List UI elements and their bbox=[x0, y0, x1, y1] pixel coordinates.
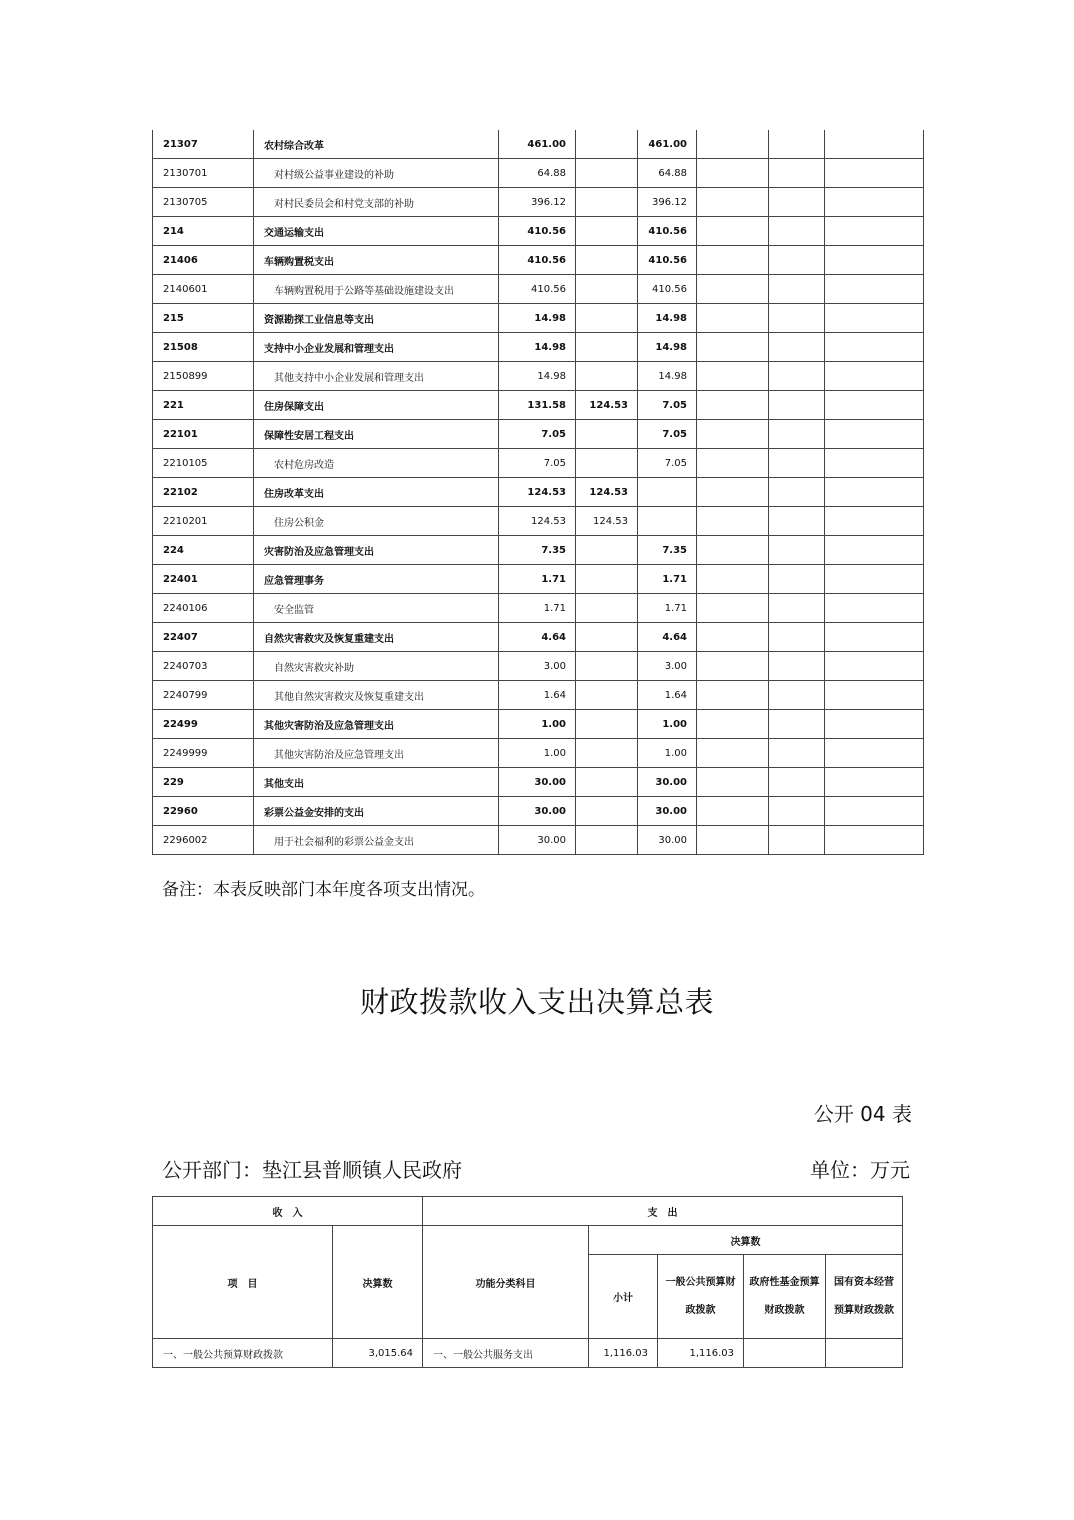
table-row bbox=[153, 130, 924, 159]
blank-cell bbox=[769, 449, 825, 478]
subject-name: 农村危房改造 bbox=[254, 449, 499, 478]
subject-code: 22401 bbox=[153, 565, 254, 594]
blank-cell bbox=[825, 159, 924, 188]
project-expense-value: 1.00 bbox=[638, 710, 697, 739]
blank-cell bbox=[697, 217, 769, 246]
subject-name: 支持中小企业发展和管理支出 bbox=[254, 333, 499, 362]
blank-cell bbox=[825, 333, 924, 362]
blank-cell bbox=[769, 652, 825, 681]
blank-cell bbox=[769, 333, 825, 362]
blank-cell bbox=[825, 391, 924, 420]
subject-name: 其他自然灾害救灾及恢复重建支出 bbox=[254, 681, 499, 710]
total-value: 7.05 bbox=[499, 449, 576, 478]
department-label: 公开部门：垫江县普顺镇人民政府 bbox=[162, 1158, 462, 1182]
blank-cell bbox=[697, 391, 769, 420]
subject-code: 2296002 bbox=[153, 826, 254, 855]
blank-cell bbox=[697, 565, 769, 594]
blank-cell bbox=[769, 391, 825, 420]
table-row bbox=[153, 217, 924, 246]
fund-budget-value bbox=[744, 1339, 826, 1368]
basic-expense-value bbox=[576, 565, 638, 594]
basic-expense-value bbox=[576, 420, 638, 449]
subject-name: 自然灾害救灾补助 bbox=[254, 652, 499, 681]
project-expense-value: 1.00 bbox=[638, 739, 697, 768]
basic-expense-value bbox=[576, 797, 638, 826]
basic-expense-value bbox=[576, 739, 638, 768]
subject-code: 21307 bbox=[153, 130, 254, 159]
total-value: 461.00 bbox=[499, 130, 576, 159]
table-row bbox=[153, 536, 924, 565]
table-row bbox=[153, 188, 924, 217]
blank-cell bbox=[825, 304, 924, 333]
subtotal-column-header: 小计 bbox=[589, 1255, 658, 1339]
subject-code: 22407 bbox=[153, 623, 254, 652]
total-value: 131.58 bbox=[499, 391, 576, 420]
subject-code: 2130701 bbox=[153, 159, 254, 188]
blank-cell bbox=[769, 797, 825, 826]
general-budget-value: 1,116.03 bbox=[658, 1339, 744, 1368]
blank-cell bbox=[697, 594, 769, 623]
basic-expense-value bbox=[576, 594, 638, 623]
blank-cell bbox=[825, 217, 924, 246]
subject-code: 2240106 bbox=[153, 594, 254, 623]
subject-name: 保障性安居工程支出 bbox=[254, 420, 499, 449]
subject-code: 215 bbox=[153, 304, 254, 333]
subject-name: 其他灾害防治及应急管理支出 bbox=[254, 739, 499, 768]
blank-cell bbox=[697, 304, 769, 333]
basic-expense-value bbox=[576, 333, 638, 362]
total-value: 4.64 bbox=[499, 623, 576, 652]
subject-code: 22102 bbox=[153, 478, 254, 507]
blank-cell bbox=[825, 362, 924, 391]
total-value: 396.12 bbox=[499, 188, 576, 217]
blank-cell bbox=[825, 536, 924, 565]
table-row bbox=[153, 246, 924, 275]
table-row bbox=[153, 739, 924, 768]
project-expense-value: 3.00 bbox=[638, 652, 697, 681]
basic-expense-value bbox=[576, 536, 638, 565]
basic-expense-value bbox=[576, 217, 638, 246]
blank-cell bbox=[769, 420, 825, 449]
subject-code: 22101 bbox=[153, 420, 254, 449]
general-budget-column-header: 一般公共预算财政拨款 bbox=[658, 1255, 744, 1339]
blank-cell bbox=[769, 739, 825, 768]
unit-label: 单位：万元 bbox=[810, 1158, 910, 1182]
total-value: 410.56 bbox=[499, 246, 576, 275]
project-expense-value: 410.56 bbox=[638, 275, 697, 304]
project-expense-value: 1.64 bbox=[638, 681, 697, 710]
category-column-header: 功能分类科目 bbox=[423, 1226, 589, 1339]
blank-cell bbox=[825, 623, 924, 652]
blank-cell bbox=[697, 768, 769, 797]
total-value: 1.64 bbox=[499, 681, 576, 710]
blank-cell bbox=[825, 246, 924, 275]
blank-cell bbox=[825, 826, 924, 855]
blank-cell bbox=[769, 246, 825, 275]
subject-code: 2210201 bbox=[153, 507, 254, 536]
fiscal-summary-table bbox=[152, 1196, 903, 1368]
blank-cell bbox=[769, 681, 825, 710]
total-value: 124.53 bbox=[499, 507, 576, 536]
blank-cell bbox=[697, 536, 769, 565]
table-number: 公开 04 表 bbox=[813, 1102, 912, 1126]
total-value: 124.53 bbox=[499, 478, 576, 507]
subject-name: 彩票公益金安排的支出 bbox=[254, 797, 499, 826]
project-expense-value: 7.05 bbox=[638, 449, 697, 478]
table-row bbox=[153, 623, 924, 652]
project-expense-value: 1.71 bbox=[638, 594, 697, 623]
blank-cell bbox=[769, 826, 825, 855]
blank-cell bbox=[825, 768, 924, 797]
subject-code: 221 bbox=[153, 391, 254, 420]
expense-header: 支 出 bbox=[423, 1197, 903, 1226]
basic-expense-value bbox=[576, 159, 638, 188]
basic-expense-value bbox=[576, 623, 638, 652]
project-expense-value bbox=[638, 507, 697, 536]
project-expense-value bbox=[638, 478, 697, 507]
total-value: 30.00 bbox=[499, 768, 576, 797]
subject-name: 应急管理事务 bbox=[254, 565, 499, 594]
blank-cell bbox=[825, 594, 924, 623]
blank-cell bbox=[697, 826, 769, 855]
blank-cell bbox=[697, 652, 769, 681]
subject-name: 其他支出 bbox=[254, 768, 499, 797]
blank-cell bbox=[697, 420, 769, 449]
table-row bbox=[153, 304, 924, 333]
total-value: 7.05 bbox=[499, 420, 576, 449]
basic-expense-value bbox=[576, 188, 638, 217]
subject-code: 224 bbox=[153, 536, 254, 565]
income-item: 一、一般公共预算财政拨款 bbox=[153, 1339, 333, 1368]
basic-expense-value bbox=[576, 246, 638, 275]
subtotal-value: 1,116.03 bbox=[589, 1339, 658, 1368]
table-row bbox=[153, 391, 924, 420]
table-row bbox=[153, 594, 924, 623]
table-row bbox=[153, 826, 924, 855]
expenditure-detail-table bbox=[152, 130, 924, 855]
subject-code: 2249999 bbox=[153, 739, 254, 768]
blank-cell bbox=[697, 681, 769, 710]
total-value: 1.00 bbox=[499, 739, 576, 768]
project-expense-value: 30.00 bbox=[638, 768, 697, 797]
subject-code: 2210105 bbox=[153, 449, 254, 478]
basic-expense-value: 124.53 bbox=[576, 507, 638, 536]
blank-cell bbox=[769, 536, 825, 565]
blank-cell bbox=[769, 478, 825, 507]
blank-cell bbox=[769, 594, 825, 623]
subject-name: 用于社会福利的彩票公益金支出 bbox=[254, 826, 499, 855]
project-expense-value: 14.98 bbox=[638, 362, 697, 391]
table-row bbox=[153, 1339, 903, 1368]
total-value: 64.88 bbox=[499, 159, 576, 188]
final-header: 决算数 bbox=[589, 1226, 903, 1255]
table-row bbox=[153, 565, 924, 594]
blank-cell bbox=[825, 507, 924, 536]
project-expense-value: 461.00 bbox=[638, 130, 697, 159]
subject-code: 214 bbox=[153, 217, 254, 246]
basic-expense-value: 124.53 bbox=[576, 478, 638, 507]
total-value: 14.98 bbox=[499, 304, 576, 333]
subject-name: 安全监管 bbox=[254, 594, 499, 623]
subject-code: 2240703 bbox=[153, 652, 254, 681]
page-title: 财政拨款收入支出决算总表 bbox=[359, 985, 714, 1019]
project-expense-value: 410.56 bbox=[638, 246, 697, 275]
blank-cell bbox=[769, 507, 825, 536]
table-note: 备注：本表反映部门本年度各项支出情况。 bbox=[162, 880, 485, 900]
table-row bbox=[153, 275, 924, 304]
total-value: 1.71 bbox=[499, 594, 576, 623]
subject-code: 2130705 bbox=[153, 188, 254, 217]
basic-expense-value bbox=[576, 681, 638, 710]
subject-name: 住房改革支出 bbox=[254, 478, 499, 507]
blank-cell bbox=[769, 623, 825, 652]
total-value: 14.98 bbox=[499, 333, 576, 362]
basic-expense-value bbox=[576, 130, 638, 159]
total-value: 410.56 bbox=[499, 217, 576, 246]
basic-expense-value bbox=[576, 710, 638, 739]
basic-expense-value bbox=[576, 449, 638, 478]
subject-code: 229 bbox=[153, 768, 254, 797]
subject-name: 其他灾害防治及应急管理支出 bbox=[254, 710, 499, 739]
blank-cell bbox=[697, 130, 769, 159]
total-value: 30.00 bbox=[499, 826, 576, 855]
subject-name: 住房公积金 bbox=[254, 507, 499, 536]
table-row bbox=[153, 652, 924, 681]
table-row bbox=[153, 768, 924, 797]
blank-cell bbox=[769, 217, 825, 246]
blank-cell bbox=[825, 449, 924, 478]
blank-cell bbox=[825, 681, 924, 710]
total-value: 1.00 bbox=[499, 710, 576, 739]
project-expense-value: 396.12 bbox=[638, 188, 697, 217]
blank-cell bbox=[697, 188, 769, 217]
table-row bbox=[153, 449, 924, 478]
subject-code: 21508 bbox=[153, 333, 254, 362]
subject-name: 对村民委员会和村党支部的补助 bbox=[254, 188, 499, 217]
project-expense-value: 7.05 bbox=[638, 420, 697, 449]
total-value: 1.71 bbox=[499, 565, 576, 594]
soe-budget-column-header: 国有资本经营预算财政拨款 bbox=[826, 1255, 903, 1339]
table-row bbox=[153, 362, 924, 391]
subject-code: 21406 bbox=[153, 246, 254, 275]
subject-code: 2240799 bbox=[153, 681, 254, 710]
blank-cell bbox=[769, 159, 825, 188]
basic-expense-value: 124.53 bbox=[576, 391, 638, 420]
subject-name: 住房保障支出 bbox=[254, 391, 499, 420]
income-amount: 3,015.64 bbox=[333, 1339, 423, 1368]
expense-category: 一、一般公共服务支出 bbox=[423, 1339, 589, 1368]
blank-cell bbox=[697, 797, 769, 826]
basic-expense-value bbox=[576, 652, 638, 681]
subject-code: 22499 bbox=[153, 710, 254, 739]
income-header: 收 入 bbox=[153, 1197, 423, 1226]
blank-cell bbox=[825, 478, 924, 507]
blank-cell bbox=[697, 275, 769, 304]
blank-cell bbox=[697, 159, 769, 188]
basic-expense-value bbox=[576, 362, 638, 391]
table-row bbox=[153, 333, 924, 362]
total-value: 30.00 bbox=[499, 797, 576, 826]
subject-name: 交通运输支出 bbox=[254, 217, 499, 246]
project-expense-value: 64.88 bbox=[638, 159, 697, 188]
project-expense-value: 1.71 bbox=[638, 565, 697, 594]
project-expense-value: 14.98 bbox=[638, 304, 697, 333]
subject-name: 灾害防治及应急管理支出 bbox=[254, 536, 499, 565]
table-row bbox=[153, 797, 924, 826]
blank-cell bbox=[825, 130, 924, 159]
basic-expense-value bbox=[576, 304, 638, 333]
basic-expense-value bbox=[576, 826, 638, 855]
project-expense-value: 30.00 bbox=[638, 797, 697, 826]
fund-budget-column-header: 政府性基金预算财政拨款 bbox=[744, 1255, 826, 1339]
table-row bbox=[153, 478, 924, 507]
project-expense-value: 7.35 bbox=[638, 536, 697, 565]
project-expense-value: 7.05 bbox=[638, 391, 697, 420]
blank-cell bbox=[697, 246, 769, 275]
blank-cell bbox=[769, 710, 825, 739]
blank-cell bbox=[769, 768, 825, 797]
blank-cell bbox=[825, 420, 924, 449]
blank-cell bbox=[825, 188, 924, 217]
project-expense-value: 14.98 bbox=[638, 333, 697, 362]
blank-cell bbox=[769, 565, 825, 594]
table-row bbox=[153, 507, 924, 536]
amount-column-header: 决算数 bbox=[333, 1226, 423, 1339]
blank-cell bbox=[825, 565, 924, 594]
project-expense-value: 410.56 bbox=[638, 217, 697, 246]
table-row bbox=[153, 159, 924, 188]
item-column-header: 项 目 bbox=[153, 1226, 333, 1339]
blank-cell bbox=[769, 275, 825, 304]
table-row bbox=[153, 681, 924, 710]
table-row bbox=[153, 710, 924, 739]
blank-cell bbox=[769, 188, 825, 217]
blank-cell bbox=[697, 623, 769, 652]
project-expense-value: 4.64 bbox=[638, 623, 697, 652]
blank-cell bbox=[825, 739, 924, 768]
total-value: 410.56 bbox=[499, 275, 576, 304]
blank-cell bbox=[697, 333, 769, 362]
total-value: 7.35 bbox=[499, 536, 576, 565]
blank-cell bbox=[825, 652, 924, 681]
blank-cell bbox=[825, 710, 924, 739]
basic-expense-value bbox=[576, 275, 638, 304]
total-value: 14.98 bbox=[499, 362, 576, 391]
subject-name: 自然灾害救灾及恢复重建支出 bbox=[254, 623, 499, 652]
soe-budget-value bbox=[826, 1339, 903, 1368]
blank-cell bbox=[769, 130, 825, 159]
blank-cell bbox=[697, 478, 769, 507]
table-row bbox=[153, 420, 924, 449]
blank-cell bbox=[697, 449, 769, 478]
subject-name: 其他支持中小企业发展和管理支出 bbox=[254, 362, 499, 391]
subject-code: 2140601 bbox=[153, 275, 254, 304]
basic-expense-value bbox=[576, 768, 638, 797]
blank-cell bbox=[769, 304, 825, 333]
total-value: 3.00 bbox=[499, 652, 576, 681]
subject-name: 资源勘探工业信息等支出 bbox=[254, 304, 499, 333]
subject-name: 车辆购置税用于公路等基础设施建设支出 bbox=[254, 275, 499, 304]
blank-cell bbox=[769, 362, 825, 391]
subject-name: 车辆购置税支出 bbox=[254, 246, 499, 275]
blank-cell bbox=[825, 275, 924, 304]
blank-cell bbox=[697, 739, 769, 768]
blank-cell bbox=[697, 507, 769, 536]
project-expense-value: 30.00 bbox=[638, 826, 697, 855]
blank-cell bbox=[697, 710, 769, 739]
blank-cell bbox=[697, 362, 769, 391]
blank-cell bbox=[825, 797, 924, 826]
subject-code: 22960 bbox=[153, 797, 254, 826]
subject-name: 对村级公益事业建设的补助 bbox=[254, 159, 499, 188]
subject-code: 2150899 bbox=[153, 362, 254, 391]
subject-name: 农村综合改革 bbox=[254, 130, 499, 159]
